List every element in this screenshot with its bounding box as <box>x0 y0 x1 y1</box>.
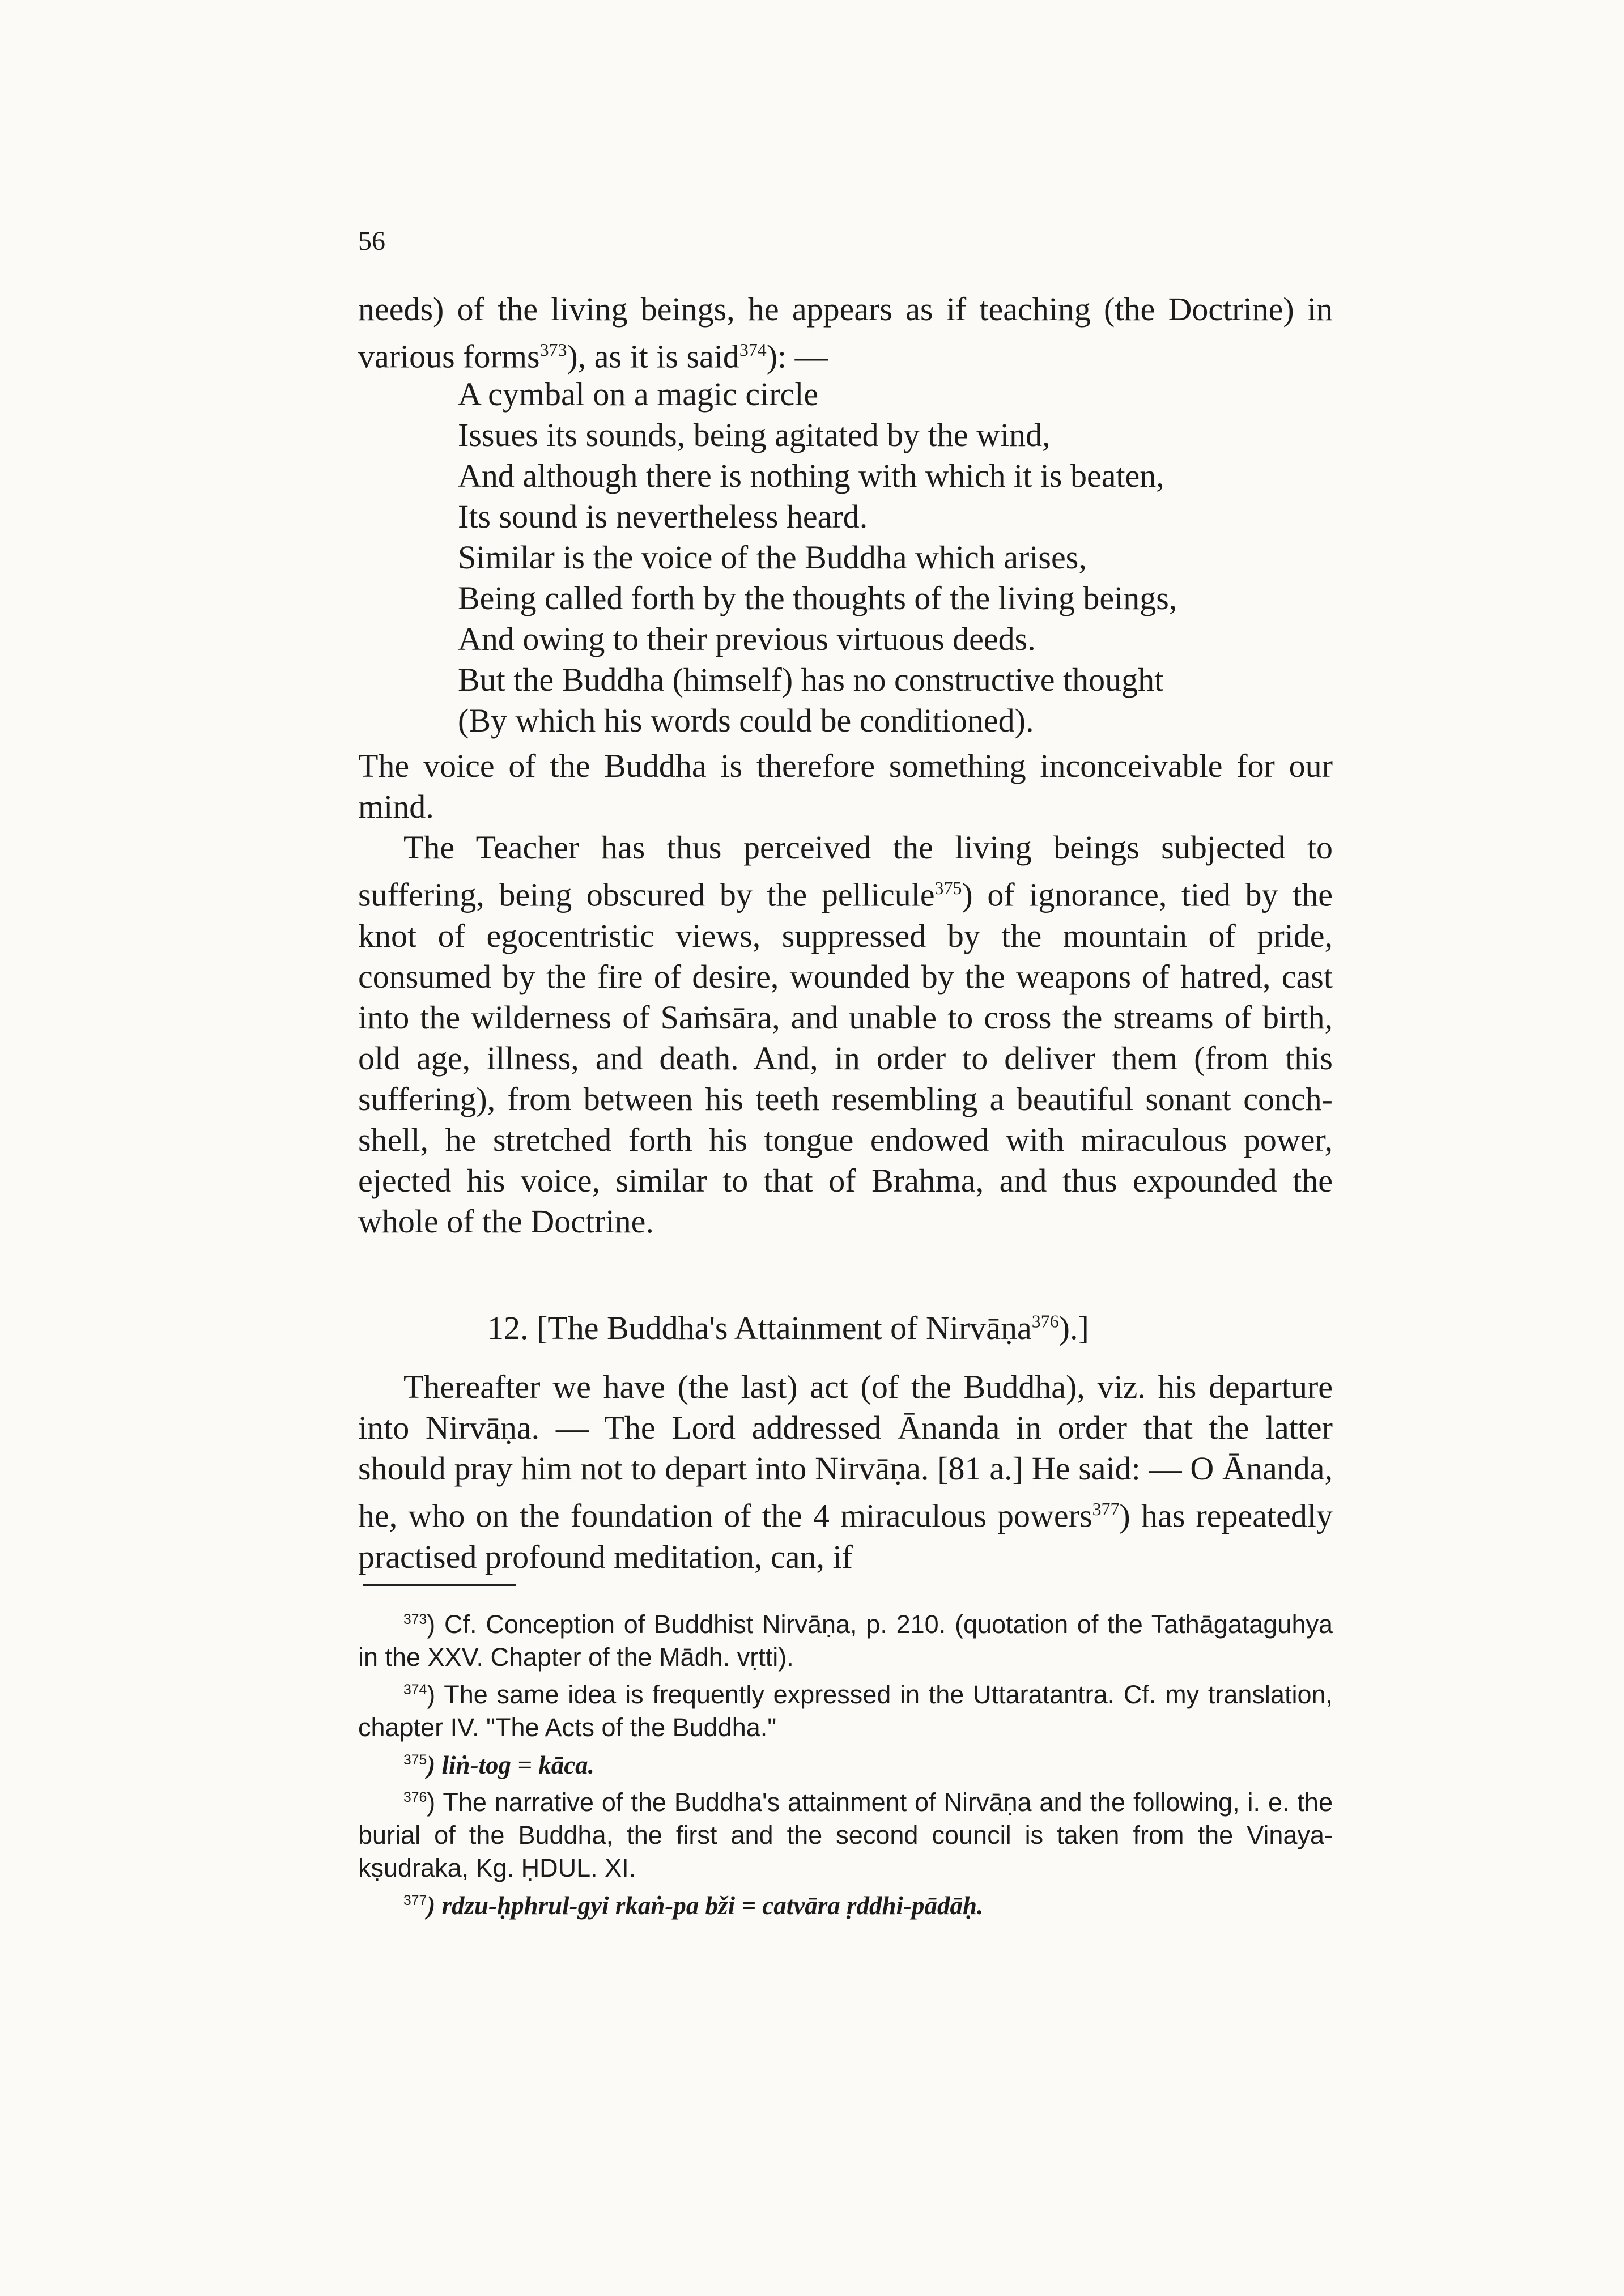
footnote-text: ) The narrative of the Buddha's attainment of Nirvāṇa and the following, i. e. the burial of the Buddha, the first and the second council is taken from the Vinaya-kṣudraka, Kg. ḤDUL. XI. <box>358 1788 1333 1883</box>
verse-line: And owing to their previous virtuous deeds. <box>458 620 1036 657</box>
footnote-number: 376 <box>403 1790 427 1806</box>
footnote-text: ) rdzu-ḥphrul-gyi rkaṅ-pa bži = catvāra ṛddhi-pādāḥ. <box>427 1891 984 1920</box>
paragraph-1-end: ): — <box>766 338 828 375</box>
paragraph-2: The voice of the Buddha is therefore something inconceivable for our mind. <box>358 747 1333 825</box>
paragraph-3-start: The Teacher has thus perceived the living beings subjected to suffering, being obscured by the pellicule <box>358 829 1333 913</box>
footnote-ref-376: 376 <box>1031 1311 1059 1332</box>
footnote-text: ) Cf. Conception of Buddhist Nirvāṇa, p. 210. (quotation of the Tathāgataguhya in the XXV. Chapter of the Mādh. vṛtti). <box>358 1610 1333 1672</box>
footnote-375 <box>358 1744 1333 1781</box>
heading-end: ).] <box>1058 1309 1089 1346</box>
page-number: 56 <box>358 226 385 256</box>
footnote-number: 373 <box>403 1612 427 1627</box>
paragraph-4-end: ) has repeatedly practised profound meditation, can, if <box>358 1497 1333 1575</box>
footnote-number: 377 <box>403 1893 427 1909</box>
footnote-ref-375: 375 <box>934 878 962 898</box>
paragraph-3-end: ) of ignorance, tied by the knot of egocentristic views, suppressed by the mountain of pride, consumed by the fire of desire, wounded by the weapons of hatred, cast into the wilderness of Saṁsāra, and unable to cross the streams of birth, old age, illness, and death. And, in order to deliver them (from this suffering), from between his teeth resembling a beautiful sonant conch-shell, he stretched forth his tongue endowed with miraculous power, ejected his voice, similar to that of Brahma, and thus expounded the whole of the Doctrine. <box>358 876 1333 1240</box>
verse-line: And although there is nothing with which it is beaten, <box>458 457 1164 494</box>
verse-line: Being called forth by the thoughts of the living beings, <box>458 580 1177 616</box>
footnotes <box>358 1604 1333 1922</box>
footnote-ref-373: 373 <box>539 340 567 360</box>
footnote-ref-374: 374 <box>739 340 767 360</box>
paragraph-3 <box>358 827 1333 1242</box>
paragraph-1 <box>358 289 1333 377</box>
verse-quotation <box>458 374 1177 741</box>
heading-text: 12. [The Buddha's Attainment of Nirvāṇa <box>487 1309 1032 1346</box>
footnote-377 <box>358 1885 1333 1922</box>
verse-line: But the Buddha (himself) has no constructive thought <box>458 661 1164 698</box>
footnote-376 <box>358 1781 1333 1885</box>
footnote-ref-377: 377 <box>1092 1499 1120 1519</box>
verse-line: Similar is the voice of the Buddha which arises, <box>458 539 1087 576</box>
section-heading <box>487 1309 1089 1347</box>
footnote-number: 374 <box>403 1682 427 1698</box>
footnote-number: 375 <box>403 1753 427 1768</box>
footnote-divider <box>363 1584 516 1586</box>
paragraph-4-start: Thereafter we have (the last) act (of the Buddha), viz. his departure into Nirvāṇa. — The Lord addressed Ānanda in order that the latter should pray him not to depart into Nirvāṇa. [81 a.] He said: — O Ānanda, he, who on the foundation of the 4 miraculous powers <box>358 1368 1333 1534</box>
footnote-373 <box>358 1604 1333 1674</box>
paragraph-1-text: needs) of the living beings, he appears as if teaching (the Doctrine) in various forms <box>358 291 1333 375</box>
paragraph-1-mid: ), as it is said <box>567 338 739 375</box>
verse-line: (By which his words could be conditioned). <box>458 702 1034 739</box>
footnote-text: ) liṅ-tog = kāca. <box>427 1751 594 1780</box>
paragraph-4 <box>358 1367 1333 1578</box>
verse-line: A cymbal on a magic circle <box>458 376 819 413</box>
footnote-text: ) The same idea is frequently expressed in the Uttaratantra. Cf. my translation, chapter IV. "The Acts of the Buddha." <box>358 1680 1333 1742</box>
verse-line: Its sound is nevertheless heard. <box>458 498 868 535</box>
footnote-374 <box>358 1674 1333 1744</box>
verse-line: Issues its sounds, being agitated by the wind, <box>458 416 1051 453</box>
